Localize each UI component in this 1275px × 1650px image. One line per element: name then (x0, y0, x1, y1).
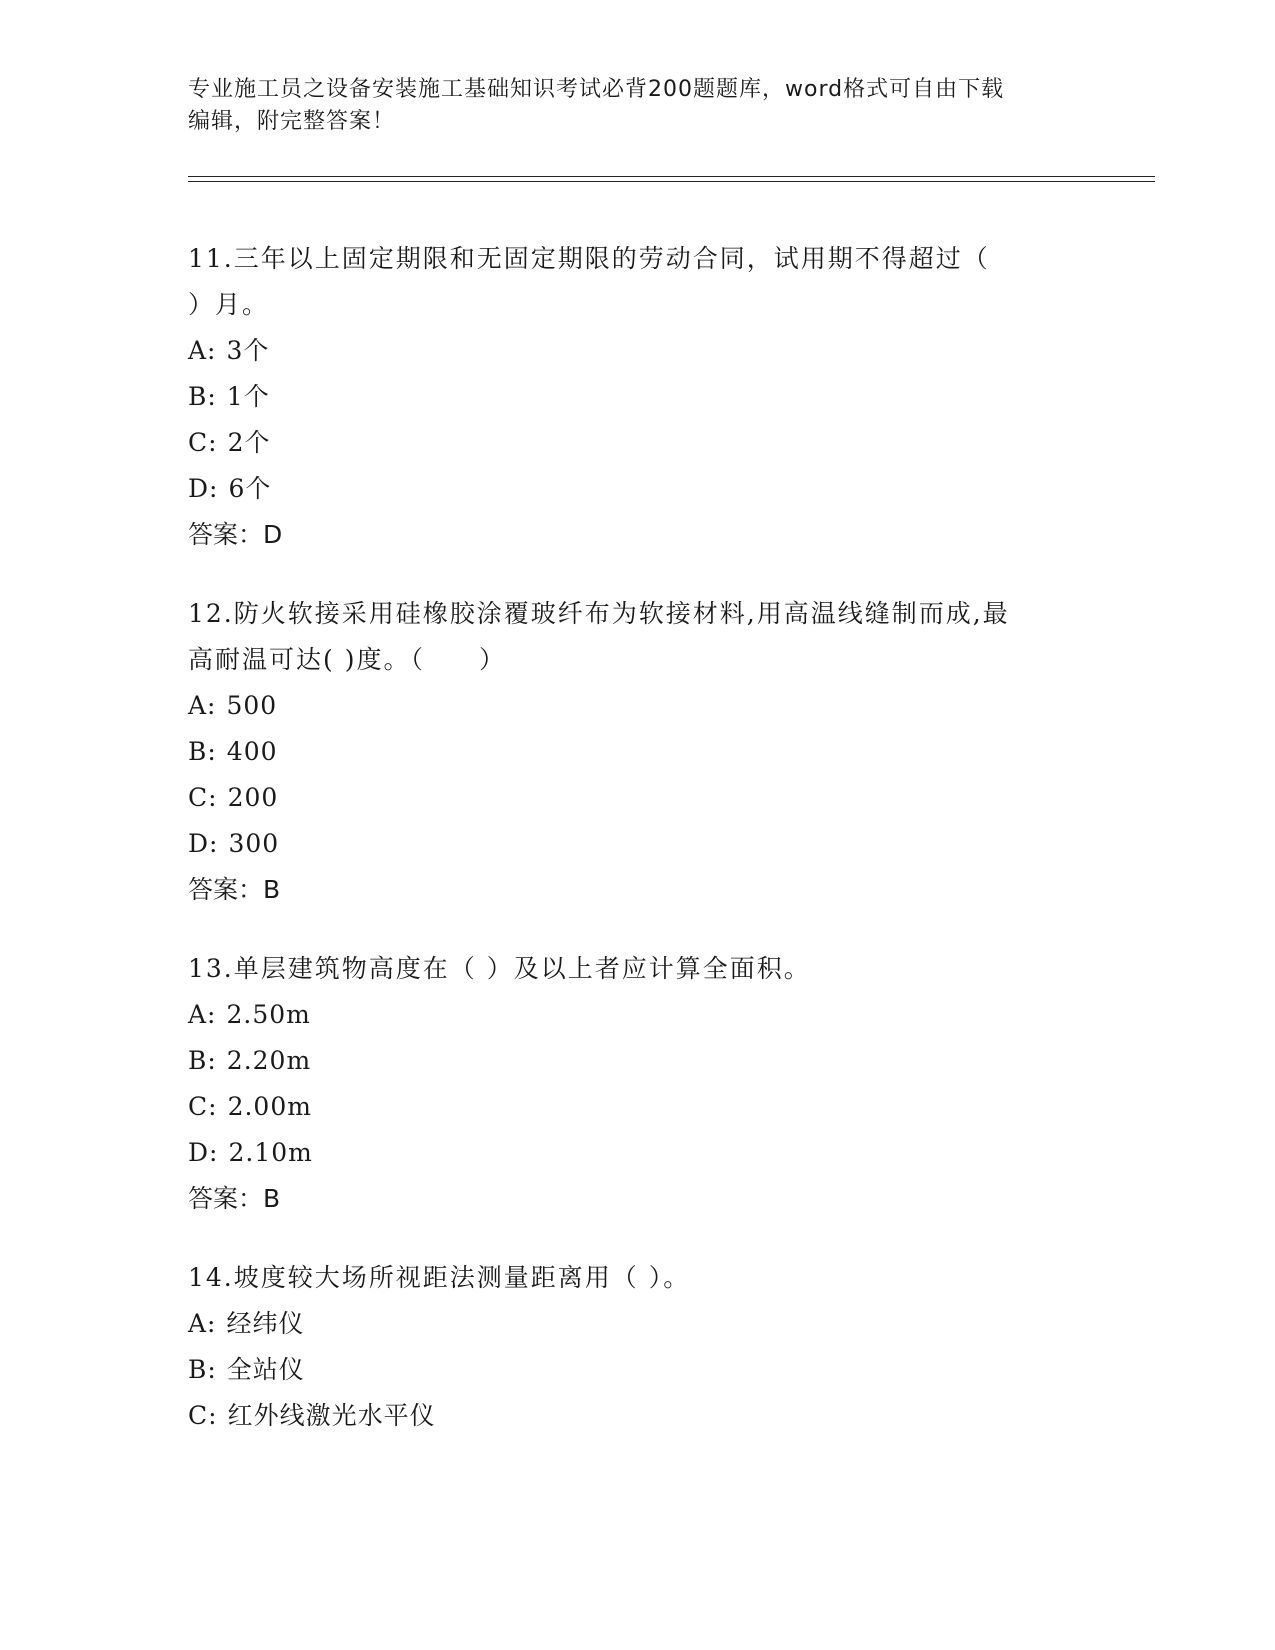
question-list (188, 236, 1088, 1472)
option-value: 300 (228, 829, 280, 858)
question-title: 12.防火软接采用硅橡胶涂覆玻纤布为软接材料,用高温线缝制而成,最 (188, 599, 1010, 628)
option-label: A: (188, 336, 217, 365)
question-title: 14.坡度较大场所视距法测量距离用（ ）。 (188, 1263, 691, 1292)
option-label: C: (188, 1401, 218, 1430)
option-value: 400 (226, 737, 278, 766)
option-value: 2.10m (228, 1138, 313, 1167)
option-label: C: (188, 783, 218, 812)
document-header (188, 74, 1088, 138)
option-value: 2.20m (226, 1046, 312, 1075)
option-label: B: (188, 1046, 217, 1075)
option-a (188, 992, 1088, 1038)
option-b (188, 1347, 1088, 1393)
option-label: C: (188, 1092, 218, 1121)
question-title: 13.单层建筑物高度在（ ）及以上者应计算全面积。 (188, 954, 811, 983)
header-line-1: 专业施工员之设备安装施工基础知识考试必背200题题库，word格式可自由下载 (188, 77, 1005, 102)
option-c (188, 1084, 1088, 1130)
option-d (188, 1130, 1088, 1176)
option-label: B: (188, 382, 217, 411)
question-13 (188, 946, 1088, 1222)
option-value: 500 (226, 691, 278, 720)
option-value: 3个 (226, 336, 270, 365)
option-label: A: (188, 1309, 217, 1338)
option-label: B: (188, 737, 217, 766)
option-value: 6个 (228, 474, 272, 503)
question-11 (188, 236, 1088, 558)
option-label: A: (188, 691, 217, 720)
option-label: C: (188, 428, 218, 457)
option-label: D: (188, 829, 219, 858)
question-12 (188, 591, 1088, 913)
option-label: D: (188, 474, 219, 503)
option-c (188, 775, 1088, 821)
answer: 答案：B (188, 875, 281, 904)
option-b (188, 1038, 1088, 1084)
option-a (188, 683, 1088, 729)
question-title-continued: 高耐温可达( )度。（ ） (188, 645, 506, 674)
option-value: 2.50m (226, 1000, 311, 1029)
option-value: 1个 (226, 382, 270, 411)
option-label: A: (188, 1000, 217, 1029)
option-a (188, 328, 1088, 374)
header-rule-bottom (188, 181, 1155, 182)
option-value: 200 (227, 783, 279, 812)
option-label: B: (188, 1355, 217, 1384)
question-title: 11.三年以上固定期限和无固定期限的劳动合同，试用期不得超过（ (188, 244, 990, 273)
option-b (188, 374, 1088, 420)
question-14 (188, 1255, 1088, 1439)
option-value: 全站仪 (226, 1355, 305, 1384)
option-c (188, 1393, 1088, 1439)
option-value: 2个 (227, 428, 271, 457)
option-d (188, 466, 1088, 512)
option-value: 2.00m (227, 1092, 312, 1121)
option-a (188, 1301, 1088, 1347)
option-c (188, 420, 1088, 466)
header-rule-top (188, 176, 1155, 177)
option-value: 经纬仪 (226, 1309, 305, 1338)
question-title-continued: ）月。 (188, 290, 270, 319)
answer: 答案：B (188, 1184, 281, 1213)
header-line-2: 编辑，附完整答案！ (188, 109, 396, 134)
option-value: 红外线激光水平仪 (227, 1401, 436, 1430)
option-label: D: (188, 1138, 219, 1167)
answer: 答案：D (188, 520, 283, 549)
option-b (188, 729, 1088, 775)
option-d (188, 821, 1088, 867)
